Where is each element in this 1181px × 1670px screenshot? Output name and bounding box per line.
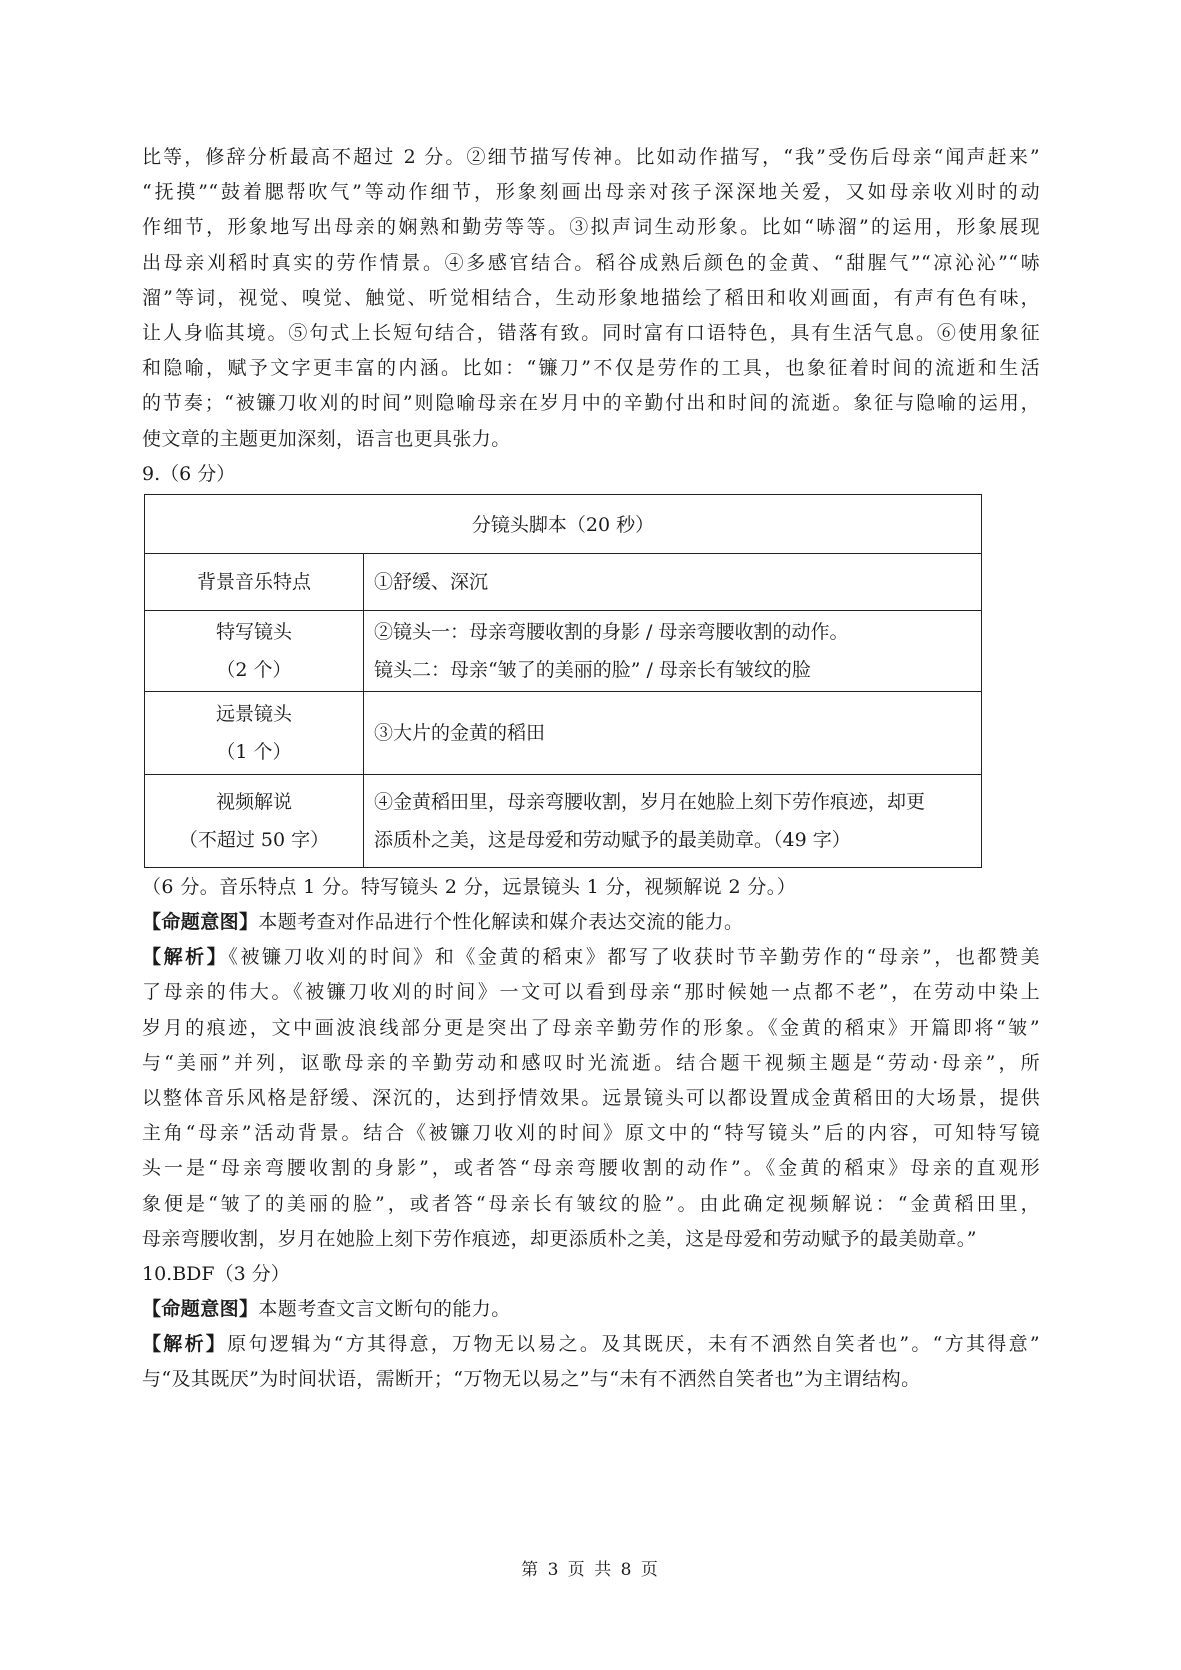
text-line: 与“及其既厌”为时间状语，需断开；“万物无以易之”与“未有不洒然自笑者也”为主谓结构。 xyxy=(142,1368,921,1391)
analysis-tag: 【解析】 xyxy=(142,1333,228,1356)
row-value-line: ②镜头一：母亲弯腰收割的身影 / 母亲弯腰收割的动作。 xyxy=(374,620,849,643)
text-line: 的节奏；“被镰刀收刈的时间”则隐喻母亲在岁月中的辛勤付出和时间的流逝。象征与隐喻的运用， xyxy=(142,392,1040,415)
text-line: 溜”等词，视觉、嗅觉、触觉、听觉相结合，生动形象地描绘了稻田和收刈画面，有声有色有味， xyxy=(142,286,1040,309)
row-value-line: ④金黄稻田里，母亲弯腰收割，岁月在她脸上刻下劳作痕迹，却更 xyxy=(374,790,926,813)
analysis-tag: 【解析】 xyxy=(142,946,229,969)
text-line: 岁月的痕迹，文中画波浪线部分更是突出了母亲辛勤劳作的形象。《金黄的稻束》开篇即将“皱” xyxy=(142,1016,1040,1039)
text-line: 使文章的主题更加深刻，语言也更具张力。 xyxy=(142,427,511,450)
text-line: 头一是“母亲弯腰收割的身影”，或者答“母亲弯腰收割的动作”。《金黄的稻束》母亲的直观形 xyxy=(142,1157,1040,1180)
intent-text: 本题考查文言文断句的能力。 xyxy=(258,1298,511,1321)
table-row xyxy=(145,610,982,691)
page-footer: 第 3 页 共 8 页 xyxy=(521,1560,660,1580)
analysis-text: 原句逻辑为“方其得意，万物无以易之。及其既厌，未有不洒然自笑者也”。“方其得意” xyxy=(227,1333,1040,1356)
row-label-line: 特写镜头 xyxy=(215,620,292,643)
intent-text: 本题考查对作品进行个性化解读和媒介表达交流的能力。 xyxy=(258,911,744,934)
text-line: 作细节，形象地写出母亲的娴熟和勤劳等等。③拟声词生动形象。比如“哧溜”的运用，形象展现 xyxy=(142,216,1040,239)
q10-intent xyxy=(142,1292,1040,1327)
table-row xyxy=(145,553,982,610)
text-line: 让人身临其境。⑤句式上长短句结合，错落有致。同时富有口语特色，具有生活气息。⑥使用象征 xyxy=(142,322,1040,345)
text-line: “抚摸”“鼓着腮帮吹气”等动作细节，形象刻画出母亲对孩子深深地关爱，又如母亲收刈时的动 xyxy=(142,181,1040,204)
text-line: 和隐喻，赋予文字更丰富的内涵。比如：“镰刀”不仅是劳作的工具，也象征着时间的流逝和生活 xyxy=(142,357,1040,380)
q9-analysis xyxy=(142,940,1040,1257)
row-value-line: ①舒缓、深沉 xyxy=(374,570,489,593)
question-9-number: 9.（6 分） xyxy=(142,462,236,485)
table-row xyxy=(145,691,982,774)
row-label xyxy=(145,774,364,867)
row-value xyxy=(364,774,982,867)
text-line: 象便是“皱了的美丽的脸”，或者答“母亲长有皱纹的脸”。由此确定视频解说：“金黄稻田里， xyxy=(142,1192,1040,1215)
row-label-line: 远景镜头 xyxy=(215,702,292,725)
storyboard-table xyxy=(144,494,982,868)
row-label-line: （1 个） xyxy=(216,740,292,763)
row-label-line: 背景音乐特点 xyxy=(196,570,311,593)
text-line: 与“美丽”并列，讴歌母亲的辛勤劳动和感叹时光流逝。结合题干视频主题是“劳动·母亲”，所 xyxy=(142,1051,1040,1074)
text-line xyxy=(142,1327,1040,1362)
analysis-text: 《被镰刀收刈的时间》和《金黄的稻束》都写了收获时节辛勤劳作的“母亲”，也都赞美 xyxy=(228,946,1040,969)
row-label-line: 视频解说 xyxy=(215,790,292,813)
row-value xyxy=(364,553,982,610)
q9-intent xyxy=(142,905,1040,940)
text-line: 以整体音乐风格是舒缓、深沉的，达到抒情效果。远景镜头可以都设置成金黄稻田的大场景，提供 xyxy=(142,1087,1040,1110)
row-value xyxy=(364,691,982,774)
question-10-number: 10.BDF（3 分） xyxy=(142,1263,290,1286)
row-label-line: （不超过 50 字） xyxy=(178,828,330,851)
q9-scoring-note: （6 分。音乐特点 1 分。特写镜头 2 分，远景镜头 1 分，视频解说 2 分。） xyxy=(142,875,797,898)
text-line xyxy=(142,940,1040,975)
row-value-line: ③大片的金黄的稻田 xyxy=(374,721,546,744)
row-label-line: （2 个） xyxy=(216,658,292,681)
row-value-line: 添质朴之美，这是母爱和劳动赋予的最美勋章。（49 字） xyxy=(374,828,851,851)
intent-tag: 【命题意图】 xyxy=(142,911,259,934)
text-line: 出母亲刈稻时真实的劳作情景。④多感官结合。稻谷成熟后颜色的金黄、“甜腥气”“凉沁沁”“哧 xyxy=(142,251,1040,274)
text-line: 主角“母亲”活动背景。结合《被镰刀收刈的时间》原文中的“特写镜头”后的内容，可知特写镜 xyxy=(142,1122,1040,1145)
row-value xyxy=(364,610,982,691)
row-value-line: 镜头二：母亲“皱了的美丽的脸” / 母亲长有皱纹的脸 xyxy=(374,658,811,681)
text-line: 母亲弯腰收割，岁月在她脸上刻下劳作痕迹，却更添质朴之美，这是母爱和劳动赋予的最美勋章。” xyxy=(142,1227,977,1250)
table-row xyxy=(145,774,982,867)
intent-tag: 【命题意图】 xyxy=(142,1298,259,1321)
row-label xyxy=(145,553,364,610)
document-body xyxy=(142,140,1040,1398)
q10-analysis xyxy=(142,1327,1040,1397)
table-title: 分镜头脚本（20 秒） xyxy=(145,494,982,553)
intro-paragraph xyxy=(142,140,1040,457)
row-label xyxy=(145,610,364,691)
row-label xyxy=(145,691,364,774)
text-line: 了母亲的伟大。《被镰刀收刈的时间》一文可以看到母亲“那时候她一点都不老”，在劳动中染上 xyxy=(142,981,1040,1004)
text-line: 比等，修辞分析最高不超过 2 分。②细节描写传神。比如动作描写，“我”受伤后母亲“闻声赶来” xyxy=(142,146,1040,168)
